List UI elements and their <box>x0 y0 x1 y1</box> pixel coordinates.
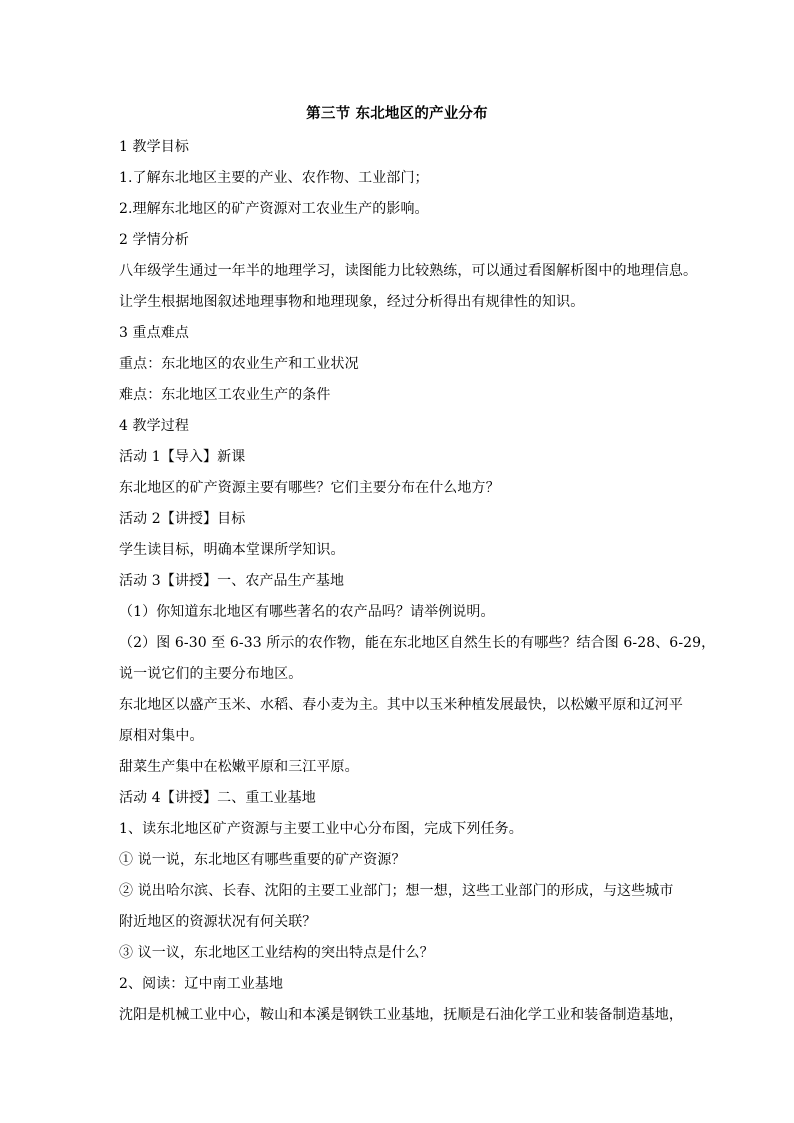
section-heading-student-analysis: 2 学情分析 <box>119 232 189 248</box>
paragraph-line: 东北地区以盛产玉米、水稻、春小麦为主。其中以玉米种植发展最快，以松嫩平原和辽河平 <box>119 697 683 713</box>
page-title: 第三节 东北地区的产业分布 <box>306 105 488 122</box>
paragraph-line: 甜菜生产集中在松嫩平原和三江平原。 <box>119 759 359 775</box>
paragraph-line: 2.理解东北地区的矿产资源对工农业生产的影响。 <box>119 201 429 217</box>
paragraph-line: 沈阳是机械工业中心，鞍山和本溪是钢铁工业基地，抚顺是石油化学工业和装备制造基地， <box>119 1007 683 1023</box>
section-heading-teaching-goals: 1 教学目标 <box>119 139 189 155</box>
paragraph-line: 1.了解东北地区主要的产业、农作物、工业部门； <box>119 170 429 186</box>
paragraph-line: 2、阅读：辽中南工业基地 <box>119 976 284 992</box>
activity-heading: 活动 1【导入】新课 <box>119 449 246 465</box>
paragraph-line: 难点：东北地区工农业生产的条件 <box>119 387 331 403</box>
paragraph-line: 附近地区的资源状况有何关联？ <box>119 914 317 930</box>
paragraph-line: （2）图 6-30 至 6-33 所示的农作物，能在东北地区自然生长的有哪些？结合图 6-28、6-29， <box>119 635 716 651</box>
activity-heading: 活动 2【讲授】目标 <box>119 511 246 527</box>
paragraph-line: 八年级学生通过一年半的地理学习，读图能力比较熟练，可以通过看图解析图中的地理信息。 <box>119 263 698 279</box>
activity-heading: 活动 3【讲授】一、农产品生产基地 <box>119 573 345 589</box>
section-heading-key-points: 3 重点难点 <box>119 325 189 341</box>
paragraph-line: 说一说它们的主要分布地区。 <box>119 666 303 682</box>
paragraph-line: ② 说出哈尔滨、长春、沈阳的主要工业部门；想一想，这些工业部门的形成，与这些城市 <box>119 883 674 899</box>
paragraph-line: ① 说一说，东北地区有哪些重要的矿产资源？ <box>119 852 406 868</box>
paragraph-line: 原相对集中。 <box>119 728 204 744</box>
paragraph-line: 1、读东北地区矿产资源与主要工业中心分布图，完成下列任务。 <box>119 821 523 837</box>
activity-heading: 活动 4【讲授】二、重工业基地 <box>119 790 316 806</box>
paragraph-line: 东北地区的矿产资源主要有哪些？它们主要分布在什么地方？ <box>119 480 500 496</box>
paragraph-line: ③ 议一议，东北地区工业结构的突出特点是什么？ <box>119 945 434 961</box>
paragraph-line: （1）你知道东北地区有哪些著名的农产品吗？请举例说明。 <box>119 604 495 620</box>
paragraph-line: 学生读目标，明确本堂课所学知识。 <box>119 542 345 558</box>
section-heading-teaching-process: 4 教学过程 <box>119 418 189 434</box>
paragraph-line: 让学生根据地图叙述地理事物和地理现象，经过分析得出有规律性的知识。 <box>119 294 585 310</box>
document-body <box>119 132 716 1031</box>
paragraph-line: 重点：东北地区的农业生产和工业状况 <box>119 356 359 372</box>
